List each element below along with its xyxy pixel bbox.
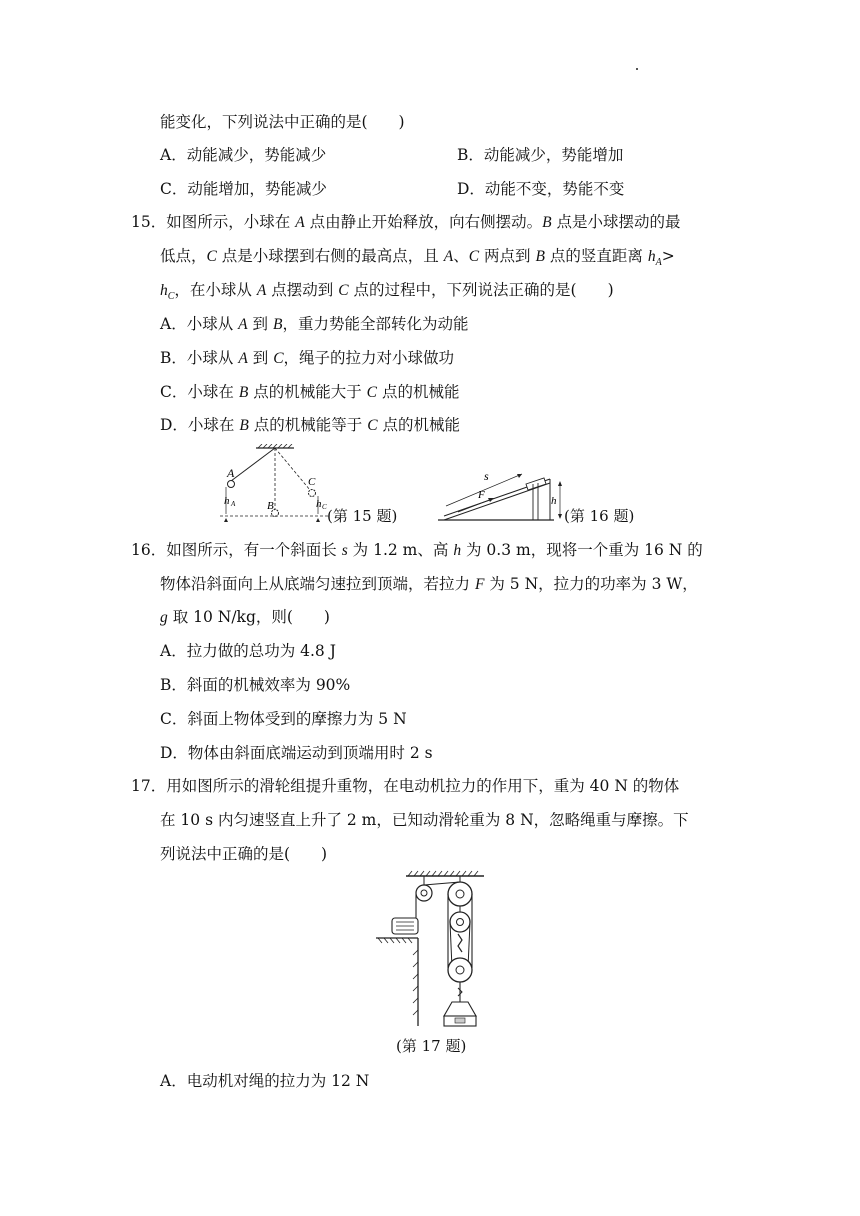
q14-option-d: D．动能不变，势能不变 — [457, 180, 625, 198]
q16-stem-line-3: g 取 10 N/kg，则( ) — [160, 608, 330, 626]
q16-option-b: B．斜面的机械效率为 90% — [160, 676, 351, 694]
svg-text:h: h — [316, 498, 322, 510]
q15-number: 15． — [131, 213, 167, 231]
ball-c — [309, 490, 316, 497]
svg-text:B: B — [267, 500, 274, 512]
q16-option-a: A．拉力做的总功为 4.8 J — [160, 642, 336, 660]
q15-stem-line-2: 低点，C 点是小球摆到右侧的最高点，且 A、C 两点到 B 点的竖直距离 $h_A>$ — [160, 247, 675, 269]
svg-text:C: C — [322, 503, 327, 511]
q15-option-a: A．小球从 A 到 B，重力势能全部转化为动能 — [160, 315, 469, 333]
page-mark — [636, 68, 638, 70]
q15-option-d: D．小球在 B 点的机械能等于 C 点的机械能 — [160, 416, 461, 434]
pulley-figure — [372, 870, 498, 1030]
pendulum-figure — [216, 444, 334, 526]
q15-stem-line-1: 15．如图所示，小球在 A 点由静止开始释放，向右侧摆动。B 点是小球摆动的最 — [131, 213, 681, 231]
q17-option-a: A．电动机对绳的拉力为 12 N — [160, 1072, 370, 1090]
q17-stem-line-2: 在 10 s 内匀速竖直上升了 2 m，已知动滑轮重为 8 N，忽略绳重与摩擦。下 — [160, 811, 689, 829]
q15-option-b: B．小球从 A 到 C，绳子的拉力对小球做功 — [160, 349, 455, 367]
q14-option-c: C．动能增加，势能减少 — [160, 180, 327, 198]
svg-text:h: h — [551, 495, 557, 507]
q17-number: 17． — [131, 777, 167, 795]
q15-stem-line-3: $h_C$，在小球从 A 点摆动到 C 点的过程中，下列说法正确的是( ) — [160, 281, 614, 303]
svg-text:A: A — [227, 466, 235, 480]
q17-stem-line-3: 列说法中正确的是( ) — [160, 845, 328, 863]
figure-17-caption: (第 17 题) — [396, 1037, 467, 1055]
figure-15-caption: (第 15 题) — [327, 507, 398, 525]
svg-text:C: C — [308, 476, 316, 488]
svg-text:A: A — [231, 500, 236, 508]
q14-option-b: B．动能减少，势能增加 — [457, 146, 624, 164]
figure-16-caption: (第 16 题) — [564, 507, 635, 525]
svg-text:h: h — [224, 495, 230, 507]
svg-text:F: F — [478, 489, 485, 501]
q16-stem-line-2: 物体沿斜面向上从底端匀速拉到顶端，若拉力 F 为 5 N，拉力的功率为 3 W， — [160, 575, 698, 593]
q14-option-a: A．动能减少，势能减少 — [160, 146, 327, 164]
q16-stem-line-1: 16．如图所示，有一个斜面长 s 为 1.2 m、高 h 为 0.3 m，现将一个重为 16 N 的 — [131, 541, 703, 559]
ball-a — [228, 481, 235, 488]
q16-number: 16． — [131, 541, 167, 559]
q16-option-d: D．物体由斜面底端运动到顶端用时 2 s — [160, 744, 433, 762]
incline-figure — [436, 458, 568, 524]
q14-stem-tail: 能变化，下列说法中正确的是( ) — [160, 113, 405, 131]
q15-option-c: C．小球在 B 点的机械能大于 C 点的机械能 — [160, 383, 460, 401]
svg-text:s: s — [484, 469, 489, 483]
q17-stem-line-1: 17．用如图所示的滑轮组提升重物，在电动机拉力的作用下，重为 40 N 的物体 — [131, 777, 680, 795]
q16-option-c: C．斜面上物体受到的摩擦力为 5 N — [160, 710, 407, 728]
